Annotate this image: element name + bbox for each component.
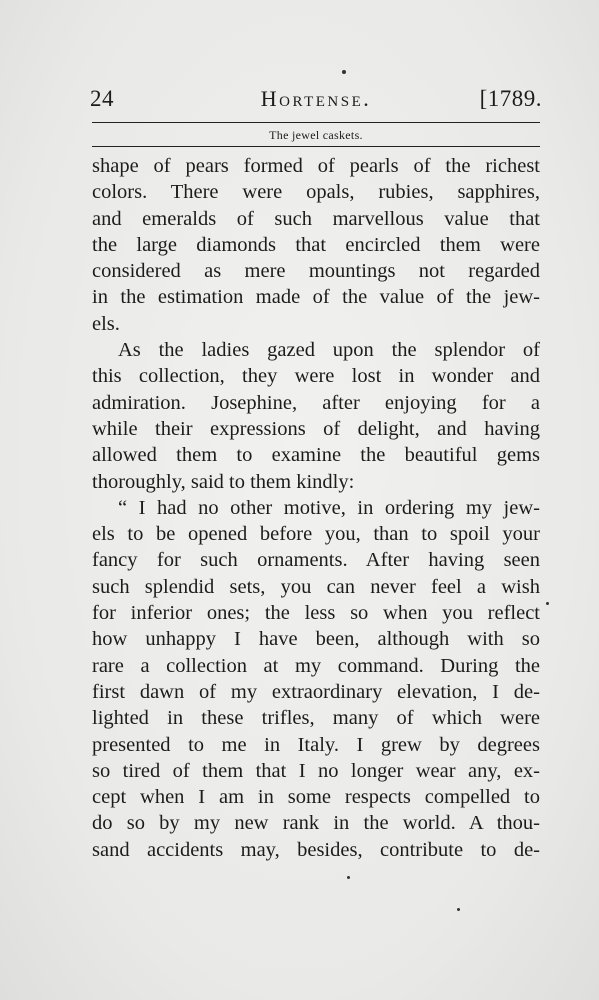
text-line: rare a collection at my command. During the: [92, 654, 540, 677]
text-line: shape of pears formed of pearls of the richest: [92, 155, 540, 177]
running-head: [90, 86, 542, 116]
text-line: fancy for such ornaments. After having seen: [92, 549, 540, 572]
page-number: 24: [90, 86, 114, 111]
text-line: “ I had no other motive, in ordering my jew-: [118, 496, 540, 519]
text-line: cept when I am in some respects compelled to: [92, 786, 540, 809]
running-title: Hortense.: [260, 86, 372, 111]
text-line: admiration. Josephine, after enjoying for a: [92, 391, 540, 414]
text-line: els.: [92, 312, 120, 335]
section-caption: The jewel caskets.: [269, 128, 363, 142]
text-line: As the ladies gazed upon the splendor of: [118, 339, 540, 362]
text-line: and emeralds of such marvellous value that: [92, 207, 540, 230]
text-line: first dawn of my extraordinary elevation, I de-: [92, 680, 540, 703]
text-line: els to be opened before you, than to spoil your: [92, 523, 540, 546]
text-line: in the estimation made of the value of the jew-: [92, 286, 540, 309]
ink-speck: [457, 908, 460, 911]
text-line: presented to me in Italy. I grew by degrees: [92, 733, 540, 756]
text-line: lighted in these trifles, many of which were: [92, 707, 540, 730]
ink-speck: [546, 602, 549, 605]
running-year: [1789.: [479, 86, 542, 111]
text-line: considered as mere mountings not regarded: [92, 260, 540, 283]
text-line: do so by my new rank in the world. A thou-: [92, 812, 540, 835]
text-line: this collection, they were lost in wonder and: [92, 365, 540, 388]
text-line: while their expressions of delight, and having: [92, 417, 540, 440]
body-text: [92, 153, 540, 863]
ink-speck: [342, 70, 346, 74]
text-line: for inferior ones; the less so when you reflect: [92, 602, 540, 625]
text-line: such splendid sets, you can never feel a wish: [92, 575, 540, 598]
text-line: thoroughly, said to them kindly:: [92, 470, 355, 493]
text-line: allowed them to examine the beautiful gems: [92, 444, 540, 467]
text-line: the large diamonds that encircled them were: [92, 233, 540, 256]
header-rule-bottom: [92, 146, 540, 147]
text-line: how unhappy I have been, although with so: [92, 628, 540, 651]
header-rule-top: [92, 122, 540, 123]
ink-speck: [347, 876, 350, 879]
text-line: so tired of them that I no longer wear any, ex-: [92, 759, 540, 782]
text-line: sand accidents may, besides, contribute to de-: [92, 838, 540, 861]
text-line: colors. There were opals, rubies, sapphires,: [92, 181, 540, 204]
